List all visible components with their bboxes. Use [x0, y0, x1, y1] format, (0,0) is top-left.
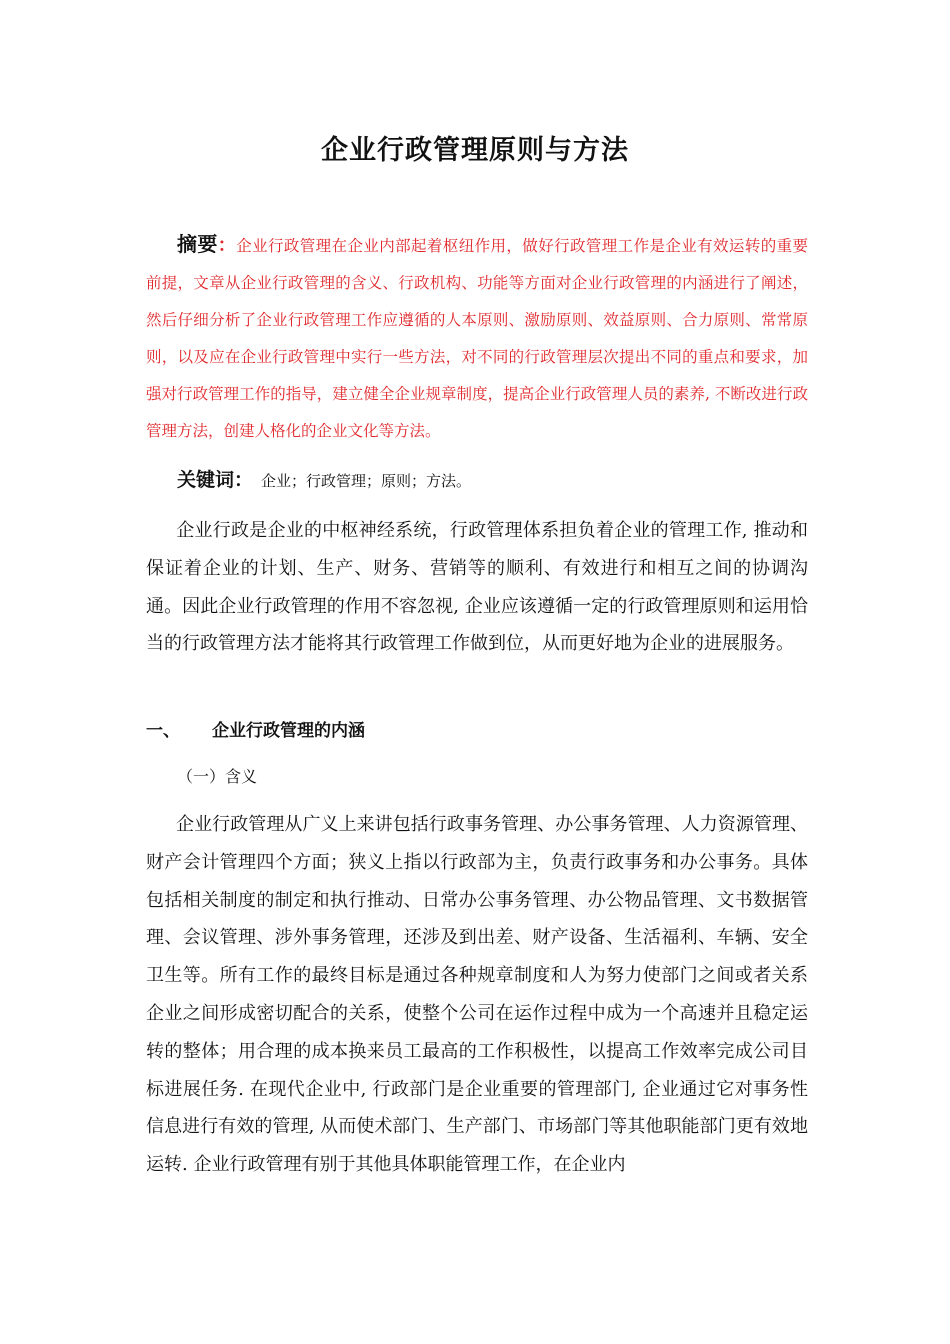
intro-paragraph: 企业行政是企业的中枢神经系统，行政管理体系担负着企业的管理工作, 推动和保证着企业的计划、生产、财务、营销等的顺利、有效进行和相互之间的协调沟通。因此企业行政管理的作用不容忽视, 企业应该遵循一定的行政管理原则和运用恰当的行政管理方法才能将其行政管理工作做到位，从而更好地为企业的进展服务。 [146, 520, 808, 655]
section-paragraph-block [146, 806, 808, 1184]
abstract-label: 摘要 [177, 232, 218, 256]
section-title: 企业行政管理的内涵 [212, 721, 365, 741]
section-heading [146, 716, 365, 746]
document-title: 企业行政管理原则与方法 [321, 135, 629, 166]
section-paragraph: 企业行政管理从广义上来讲包括行政事务管理、办公事务管理、人力资源管理、财产会计管理四个方面；狭义上指以行政部为主，负责行政事务和办公事务。具体包括相关制度的制定和执行推动、日常办公事务管理、办公物品管理、文书数据管理、会议管理、涉外事务管理，还涉及到出差、财产设备、生活福利、车辆、安全卫生等。所有工作的最终目标是通过各种规章制度和人为努力使部门之间或者关系企业之间形成密切配合的关系，使整个公司在运作过程中成为一个高速并且稳定运转的整体；用合理的成本换来员工最高的工作积极性，以提高工作效率完成公司目标进展任务. 在现代企业中, 行政部门是企业重要的管理部门, 企业通过它对事务性信息进行有效的管理, 从而使术部门、生产部门、市场部门等其他职能部门更有效地运转. 企业行政管理有别于其他具体职能管理工作，在企业内 [146, 814, 808, 1176]
abstract-block [146, 226, 808, 450]
intro-paragraph-block [146, 512, 808, 663]
subsection-heading: （一）含义 [177, 767, 258, 786]
keywords-label: 关键词： [177, 469, 254, 491]
abstract-text: 企业行政管理在企业内部起着枢纽作用，做好行政管理工作是企业有效运转的重要前提，文章从企业行政管理的含义、行政机构、功能等方面对企业行政管理的内涵进行了阐述，然后仔细分析了企业行政管理工作应遵循的人本原则、激励原则、效益原则、合力原则、常常原则，以及应在企业行政管理中实行一些方法，对不同的行政管理层次提出不同的重点和要求，加强对行政管理工作的指导，建立健全企业规章制度，提高企业行政管理人员的素养, 不断改进行政管理方法，创建人格化的企业文化等方法。 [146, 237, 809, 440]
section-number: 一、 [146, 721, 180, 741]
keywords-text: 企业；行政管理；原则；方法。 [261, 472, 472, 490]
abstract-colon: ： [217, 235, 237, 256]
keywords-block [177, 463, 471, 498]
